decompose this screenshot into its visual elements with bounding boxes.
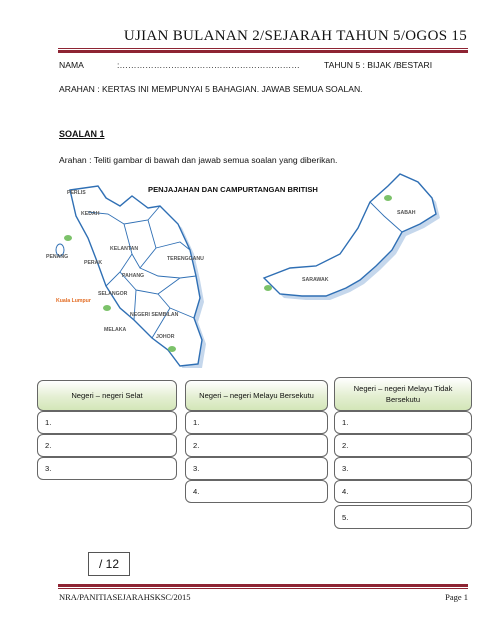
answer-cell[interactable]: 4. — [185, 480, 328, 503]
malaysia-map — [40, 168, 470, 368]
label-melaka: MELAKA — [104, 327, 127, 333]
answer-cell[interactable]: 3. — [334, 457, 472, 480]
label-selangor: SELANGOR — [98, 291, 128, 297]
label-sabah: SABAH — [397, 210, 416, 216]
label-perak: PERAK — [84, 260, 103, 266]
answer-cell[interactable]: 4. — [334, 480, 472, 503]
header-rule-thin — [58, 48, 468, 49]
answer-cell[interactable]: 5. — [334, 505, 472, 529]
answer-cell[interactable]: 1. — [185, 411, 328, 434]
column-header-negeri-melayu-tidak-bersekutu: Negeri – negeri Melayu Tidak Bersekutu — [334, 377, 472, 411]
page-header-title: UJIAN BULANAN 2/SEJARAH TAHUN 5/OGOS 15 — [123, 28, 467, 44]
column-header-negeri-selat: Negeri – negeri Selat — [37, 380, 177, 411]
answer-cell[interactable]: 2. — [334, 434, 472, 457]
label-negeri-sembilan: NEGERI SEMBILAN — [130, 312, 179, 318]
column-header-negeri-melayu-bersekutu: Negeri – negeri Melayu Bersekutu — [185, 380, 328, 411]
label-sarawak: SARAWAK — [302, 277, 329, 283]
page-number: Page 1 — [445, 592, 468, 602]
answer-cell[interactable]: 3. — [185, 457, 328, 480]
footer-code: NRA/PANITIASEJARAHSKSC/2015 — [59, 592, 191, 602]
sarawak-marker-icon — [264, 285, 272, 291]
tahun-info: TAHUN 5 : BIJAK /BESTARI — [324, 60, 433, 70]
answer-cell[interactable]: 2. — [185, 434, 328, 457]
label-perlis: PERLIS — [67, 190, 86, 196]
johor-marker-icon — [168, 346, 176, 352]
label-kedah: KEDAH — [81, 211, 100, 217]
label-kuala-lumpur: Kuala Lumpur — [56, 298, 91, 304]
penang-marker-icon — [64, 235, 72, 241]
answer-cell[interactable]: 3. — [37, 457, 177, 480]
soalan-title: SOALAN 1 — [59, 129, 105, 139]
header-rule-thick — [58, 50, 468, 53]
nama-blank: :……………………………………………………… — [117, 60, 300, 70]
label-terengganu: TERENGGANU — [167, 256, 204, 262]
answer-cell[interactable]: 2. — [37, 434, 177, 457]
nama-label: NAMA — [59, 60, 84, 70]
kl-marker-icon — [103, 305, 111, 311]
footer-rule-thick — [58, 584, 468, 587]
arahan-general: ARAHAN : KERTAS INI MEMPUNYAI 5 BAHAGIAN. JAWAB SEMUA SOALAN. — [59, 84, 363, 94]
footer-rule-thin — [58, 588, 468, 589]
answer-cell[interactable]: 1. — [37, 411, 177, 434]
label-pahang: PAHANG — [122, 273, 145, 279]
map-title: PENJAJAHAN DAN CAMPURTANGAN BRITISH — [148, 185, 318, 194]
soalan-arahan: Arahan : Teliti gambar di bawah dan jawab semua soalan yang diberikan. — [59, 155, 338, 165]
answer-cell[interactable]: 1. — [334, 411, 472, 434]
score-box: / 12 — [88, 552, 130, 576]
sabah-marker-icon — [384, 195, 392, 201]
label-kelantan: KELANTAN — [110, 246, 139, 252]
label-penang: PENANG — [46, 254, 69, 260]
label-johor: JOHOR — [156, 334, 175, 340]
